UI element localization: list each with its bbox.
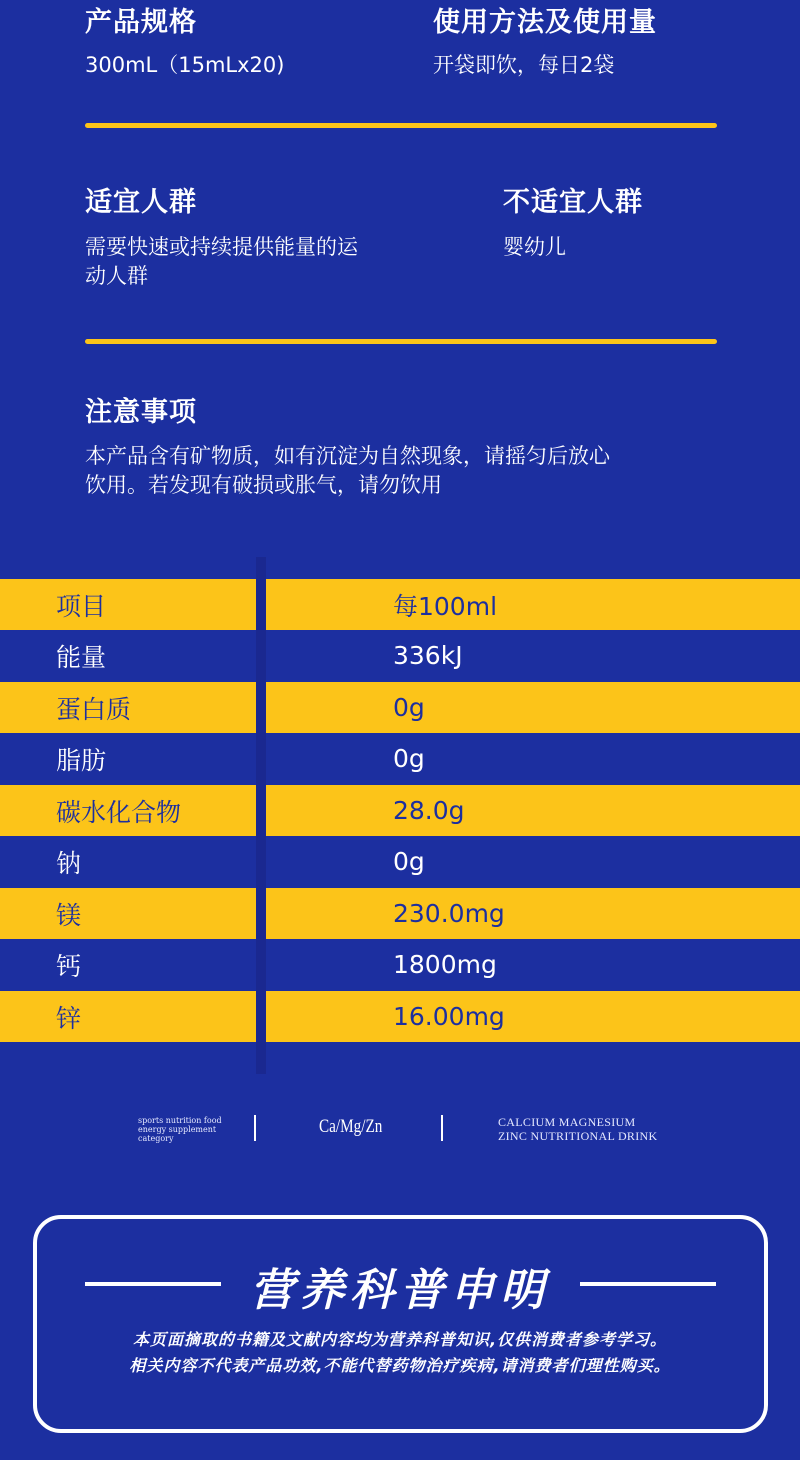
table-cell-item: 碳水化合物	[0, 785, 256, 836]
disclaimer-title: 营养科普申明	[250, 1265, 550, 1316]
table-cell-item: 钙	[0, 939, 256, 990]
table-cell-value: 0g	[266, 836, 800, 887]
usage-value: 开袋即饮，每日2袋	[433, 53, 615, 77]
table-row	[0, 836, 800, 887]
disclaimer-box	[33, 1215, 768, 1433]
suitable-heading: 适宜人群	[85, 187, 197, 218]
unsuitable-value: 婴幼儿	[503, 235, 566, 259]
notice-line: 本产品含有矿物质，如有沉淀为自然现象，请摇匀后放心	[85, 444, 610, 468]
tagline-product-line: CALCIUM MAGNESIUM	[498, 1115, 636, 1129]
table-row	[0, 630, 800, 681]
table-cell-value: 16.00mg	[266, 991, 800, 1042]
table-cell-value: 28.0g	[266, 785, 800, 836]
table-cell-item: 钠	[0, 836, 256, 887]
table-cell-item: 脂肪	[0, 733, 256, 784]
table-row	[0, 888, 800, 939]
table-cell-item: 锌	[0, 991, 256, 1042]
suitable-value-line: 需要快速或持续提供能量的运	[85, 235, 358, 259]
notice-line: 饮用。若发现有破损或胀气，请勿饮用	[85, 473, 442, 497]
divider-rule	[85, 123, 717, 128]
tagline-separator	[441, 1115, 443, 1141]
table-row	[0, 579, 800, 630]
table-row	[0, 991, 800, 1042]
table-cell-item: 镁	[0, 888, 256, 939]
table-cell-item: 能量	[0, 630, 256, 681]
disclaimer-line: 相关内容不代表产品功效,不能代替药物治疗疾病,请消费者们理性购买。	[129, 1356, 671, 1375]
table-cell-value: 336kJ	[266, 630, 800, 681]
disclaimer-line: 本页面摘取的书籍及文献内容均为营养科普知识,仅供消费者参考学习。	[132, 1330, 668, 1349]
tagline-product	[498, 1115, 657, 1143]
usage-heading: 使用方法及使用量	[433, 7, 657, 38]
notice-heading: 注意事项	[85, 397, 197, 428]
table-cell-value: 230.0mg	[266, 888, 800, 939]
table-cell-item: 蛋白质	[0, 682, 256, 733]
table-cell-value: 0g	[266, 682, 800, 733]
tagline-product-line: ZINC NUTRITIONAL DRINK	[498, 1129, 658, 1143]
table-row	[0, 785, 800, 836]
tagline-separator	[254, 1115, 256, 1141]
suitable-value	[85, 233, 425, 291]
table-row	[0, 733, 800, 784]
suitable-value-line: 动人群	[85, 264, 148, 288]
table-cell-value: 每100ml	[266, 579, 800, 630]
table-cell-value: 0g	[266, 733, 800, 784]
tagline-category-line: category	[138, 1134, 174, 1143]
table-cell-item: 项目	[0, 579, 256, 630]
spec-heading: 产品规格	[85, 7, 197, 38]
tagline-category-line: energy supplement	[138, 1125, 217, 1134]
table-cell-value: 1800mg	[266, 939, 800, 990]
table-row	[0, 682, 800, 733]
tagline-category-line: sports nutrition food	[138, 1116, 222, 1125]
unsuitable-heading: 不适宜人群	[503, 187, 643, 218]
tagline-category	[138, 1116, 222, 1143]
spec-value: 300mL（15mLx20)	[85, 53, 285, 77]
nutrition-table	[0, 579, 800, 1042]
tagline-formula: Ca/Mg/Zn	[319, 1116, 383, 1137]
table-row	[0, 939, 800, 990]
notice-text	[85, 442, 725, 500]
divider-rule	[85, 339, 717, 344]
